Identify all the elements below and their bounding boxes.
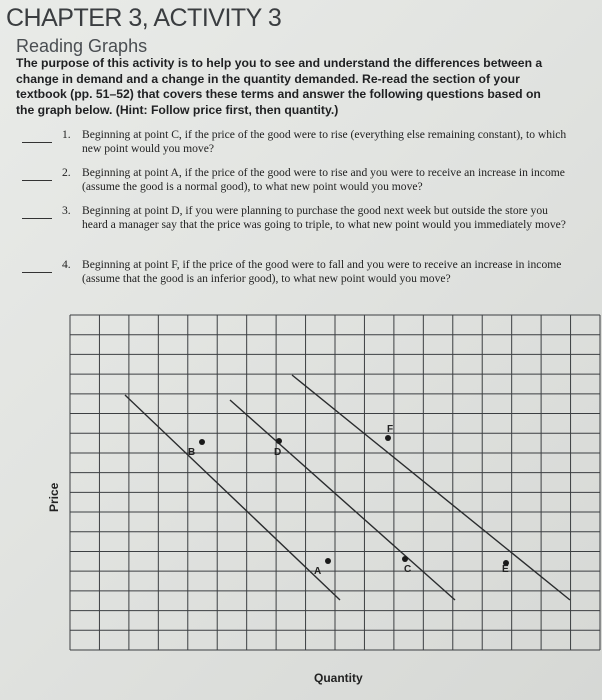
question-text: Beginning at point C, if the price of the good were to rise (everything else remaining constant), to which new point would you move? [82,128,567,155]
point-a [314,558,331,577]
answer-blank-2[interactable] [22,180,52,181]
section-subtitle: Reading Graphs [16,36,148,56]
chapter-title: CHAPTER 3, ACTIVITY 3 [6,4,282,32]
point-b [188,439,205,458]
point-c [402,556,411,575]
demand-curve-1 [125,395,340,600]
point-e-label: E [502,564,509,575]
demand-graph [0,300,602,700]
point-f-label: F [387,424,394,435]
intro-paragraph: The purpose of this activity is to help you to see and understand the differences between a change in demand and a change in the quantity demanded. Re-read the section of your textbook (pp. 51–52) that covers these terms and answer the following questions based on the graph below. (Hint: Follow price first, then quantity.) [16,56,543,117]
question-number: 3. [62,204,71,217]
point-c-label: C [404,564,412,575]
graph-grid [70,315,600,650]
demand-curve-3 [292,375,570,600]
question-text: Beginning at point D, if you were planning to purchase the good next week but outside the store you heard a manager say that the price was going to triple, to what new point would you immediately move? [82,204,566,231]
y-axis-label: Price [47,482,61,512]
point-d-label: D [274,447,282,458]
question-number: 2. [62,166,71,179]
question-text: Beginning at point A, if the price of the good were to rise and you were to receive an increase in income (assume the good is a normal good), to what new point would you move? [82,166,565,193]
x-axis-label: Quantity [314,671,363,685]
answer-blank-4[interactable] [22,272,52,273]
question-number: 1. [62,128,71,141]
question-text: Beginning at point F, if the price of the good were to fall and you were to receive an increase in income (assume that the good is an inferior good), to what new point would you move? [82,258,562,285]
answer-blank-3[interactable] [22,218,52,219]
demand-curve-2 [230,400,455,600]
answer-blank-1[interactable] [22,142,52,143]
point-e [502,560,509,575]
point-f [385,424,393,441]
point-a-label: A [314,566,322,577]
question-number: 4. [62,258,71,271]
point-b-label: B [188,447,196,458]
